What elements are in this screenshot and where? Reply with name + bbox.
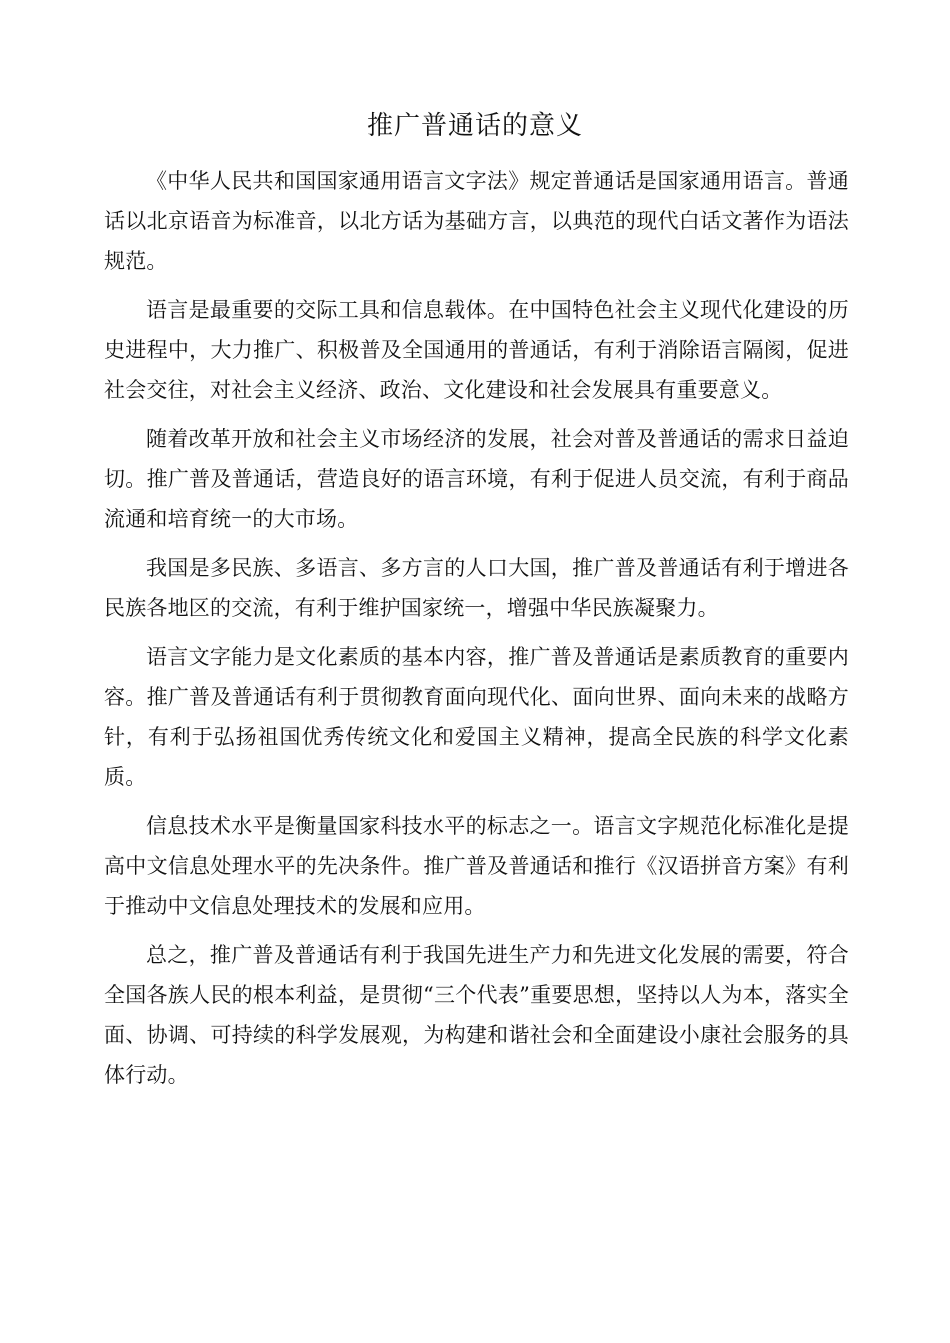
paragraph: 信息技术水平是衡量国家科技水平的标志之一。语言文字规范化标准化是提高中文信息处理水平的先决条件。推广普及普通话和推行《汉语拼音方案》有利于推动中文信息处理技术的发展和应用。 bbox=[104, 814, 849, 918]
document-title: 推广普通话的意义 bbox=[366, 111, 583, 141]
paragraph: 总之，推广普及普通话有利于我国先进生产力和先进文化发展的需要，符合全国各族人民的根本利益，是贯彻“三个代表”重要思想，坚持以人为本，落实全面、协调、可持续的科学发展观，为构建和谐社会和全面建设小康社会服务的具体行动。 bbox=[104, 943, 849, 1087]
document-body bbox=[104, 161, 849, 1104]
paragraph: 语言文字能力是文化素质的基本内容，推广普及普通话是素质教育的重要内容。推广普及普通话有利于贯彻教育面向现代化、面向世界、面向未来的战略方针，有利于弘扬祖国优秀传统文化和爱国主义精神，提高全民族的科学文化素质。 bbox=[104, 645, 849, 789]
paragraph: 随着改革开放和社会主义市场经济的发展，社会对普及普通话的需求日益迫切。推广普及普通话，营造良好的语言环境，有利于促进人员交流，有利于商品流通和培育统一的大市场。 bbox=[104, 427, 849, 531]
paragraph: 《中华人民共和国国家通用语言文字法》规定普通话是国家通用语言。普通话以北京语音为标准音，以北方话为基础方言，以典范的现代白话文著作为语法规范。 bbox=[104, 169, 849, 273]
paragraph: 语言是最重要的交际工具和信息载体。在中国特色社会主义现代化建设的历史进程中，大力推广、积极普及全国通用的普通话，有利于消除语言隔阂，促进社会交往，对社会主义经济、政治、文化建设和社会发展具有重要意义。 bbox=[104, 298, 849, 402]
paragraph: 我国是多民族、多语言、多方言的人口大国，推广普及普通话有利于增进各民族各地区的交流，有利于维护国家统一，增强中华民族凝聚力。 bbox=[104, 556, 849, 620]
